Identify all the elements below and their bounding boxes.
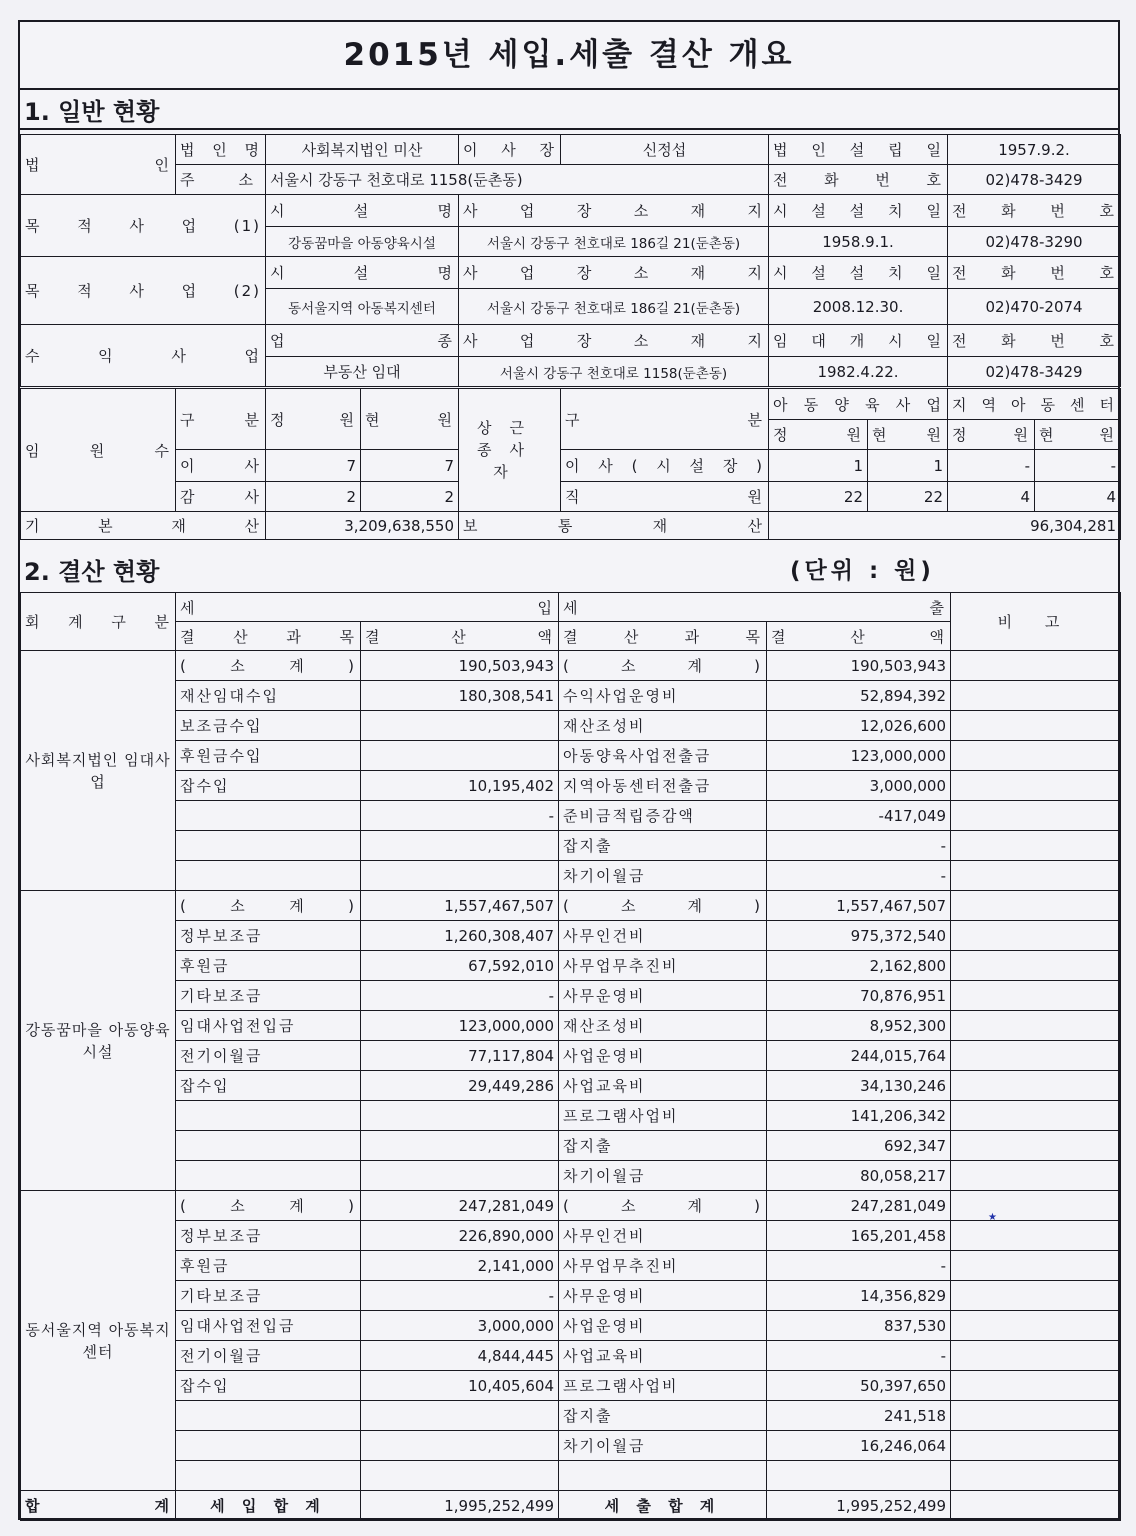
staff-row-b-quota: -	[948, 450, 1035, 482]
note-cell	[951, 1281, 1121, 1311]
expense-item: 사업교육비	[559, 1071, 767, 1101]
expense-item: 사무업무추진비	[559, 1251, 767, 1281]
document-frame	[18, 20, 1120, 1520]
revenue-item: 임대사업전입금	[176, 1011, 361, 1041]
settlement-row	[21, 681, 1121, 711]
settlement-row	[21, 951, 1121, 981]
settlement-row	[21, 741, 1121, 771]
settlement-row	[21, 651, 1121, 681]
revenue-item: 전기이월금	[176, 1041, 361, 1071]
revenue-item	[176, 1131, 361, 1161]
expense-item: 재산조성비	[559, 711, 767, 741]
expense-item: 수익사업운영비	[559, 681, 767, 711]
revenue-item: ( 소 계 )	[176, 891, 361, 921]
expense-item: 사무운영비	[559, 981, 767, 1011]
expense-item: 지역아동센터전출금	[559, 771, 767, 801]
normal-assets-label: 보 통 재 산	[459, 512, 769, 540]
staff-b-quota-header: 정 원	[948, 420, 1035, 450]
staff-row-a-quota: 22	[769, 482, 868, 512]
staff-row-b-quota: 4	[948, 482, 1035, 512]
phone-header-3: 전 화 번 호	[948, 325, 1121, 357]
revenue-item: 후원금수입	[176, 741, 361, 771]
note-cell	[951, 981, 1121, 1011]
revenue-total-label: 세 입 합 계	[176, 1491, 361, 1521]
revenue-item: 잡수입	[176, 771, 361, 801]
note-cell	[951, 861, 1121, 891]
expense-amount: 70,876,951	[767, 981, 951, 1011]
expense-amount: 8,952,300	[767, 1011, 951, 1041]
settlement-row	[21, 1371, 1121, 1401]
general-status-table	[20, 134, 1121, 387]
revenue-item: 후원금	[176, 1251, 361, 1281]
industry-header: 업 종	[266, 325, 459, 357]
expense-item: ( 소 계 )	[559, 651, 767, 681]
revenue-amount: -	[361, 801, 559, 831]
profit-label: 수 익 사 업	[21, 325, 266, 387]
corp-phone-label: 전 화 번 호	[769, 165, 948, 195]
expense-amount: -	[767, 1341, 951, 1371]
purpose2-date: 2008.12.30.	[769, 289, 948, 325]
settlement-row	[21, 831, 1121, 861]
note-cell	[951, 711, 1121, 741]
expense-amount: -	[767, 861, 951, 891]
note-cell	[951, 651, 1121, 681]
officer-row-quota: 2	[266, 482, 361, 512]
expense-item: 사무인건비	[559, 921, 767, 951]
officers-current-header: 현 원	[361, 389, 459, 450]
note-cell	[951, 1311, 1121, 1341]
revenue-amount: 77,117,804	[361, 1041, 559, 1071]
expense-total: 1,995,252,499	[767, 1491, 951, 1521]
expense-amount-header: 결 산 액	[767, 622, 951, 651]
revenue-total: 1,995,252,499	[361, 1491, 559, 1521]
revenue-amount: 123,000,000	[361, 1011, 559, 1041]
staff-row-b-current: -	[1035, 450, 1121, 482]
revenue-amount	[361, 1131, 559, 1161]
expense-amount: 165,201,458	[767, 1221, 951, 1251]
section-1-heading: 1. 일반 현황	[24, 98, 160, 126]
revenue-amount: 180,308,541	[361, 681, 559, 711]
revenue-amount: 67,592,010	[361, 951, 559, 981]
settlement-row	[21, 981, 1121, 1011]
note-cell	[951, 681, 1121, 711]
staff-row-a-current: 22	[868, 482, 948, 512]
profit-site: 서울시 강동구 천호대로 1158(둔촌동)	[459, 357, 769, 387]
expense-total-label: 세 출 합 계	[559, 1491, 767, 1521]
settlement-row	[21, 1191, 1121, 1221]
note-cell	[951, 1041, 1121, 1071]
revenue-amount: -	[361, 1281, 559, 1311]
settlement-row	[21, 861, 1121, 891]
settlement-row	[21, 1041, 1121, 1071]
account-type-header: 회 계 구 분	[21, 593, 176, 651]
officers-gubun: 구 분	[176, 389, 266, 450]
officer-row-current: 7	[361, 450, 459, 482]
phone-header-2: 전 화 번 호	[948, 257, 1121, 289]
purpose1-label: 목 적 사 업 (1)	[21, 195, 266, 257]
expense-item: ( 소 계 )	[559, 1191, 767, 1221]
expense-amount	[767, 1461, 951, 1491]
note-cell	[951, 741, 1121, 771]
revenue-item: 기타보조금	[176, 1281, 361, 1311]
note-cell	[951, 1071, 1121, 1101]
revenue-amount	[361, 1161, 559, 1191]
revenue-item	[176, 1461, 361, 1491]
note-cell	[951, 951, 1121, 981]
revenue-amount	[361, 1101, 559, 1131]
settlement-row	[21, 1161, 1121, 1191]
note-cell	[951, 891, 1121, 921]
revenue-item: ( 소 계 )	[176, 651, 361, 681]
expense-item: 사업교육비	[559, 1341, 767, 1371]
note-cell	[951, 1431, 1121, 1461]
purpose1-site: 서울시 강동구 천호대로 186길 21(둔촌동)	[459, 227, 769, 257]
expense-item: 준비금적립증감액	[559, 801, 767, 831]
revenue-amount: 247,281,049	[361, 1191, 559, 1221]
note-cell	[951, 1161, 1121, 1191]
total-label: 합 계	[21, 1491, 176, 1521]
officers-quota-header: 정 원	[266, 389, 361, 450]
note-cell	[951, 1401, 1121, 1431]
profit-date: 1982.4.22.	[769, 357, 948, 387]
staff-row-name: 직 원	[561, 482, 769, 512]
revenue-item	[176, 1161, 361, 1191]
revenue-item: 재산임대수입	[176, 681, 361, 711]
staff-a-quota-header: 정 원	[769, 420, 868, 450]
settlement-row	[21, 1221, 1121, 1251]
revenue-amount: 4,844,445	[361, 1341, 559, 1371]
settlement-table	[20, 592, 1121, 1521]
staff-gubun: 구 분	[561, 389, 769, 450]
settlement-row	[21, 1341, 1121, 1371]
expense-item: 잡지출	[559, 831, 767, 861]
expense-amount: 80,058,217	[767, 1161, 951, 1191]
expense-item: 사무업무추진비	[559, 951, 767, 981]
note-cell	[951, 1131, 1121, 1161]
revenue-item	[176, 1401, 361, 1431]
settlement-row	[21, 891, 1121, 921]
settlement-row	[21, 1011, 1121, 1041]
account-group-label: 동서울지역 아동복지센터	[21, 1191, 176, 1491]
expense-amount: 975,372,540	[767, 921, 951, 951]
revenue-amount: 190,503,943	[361, 651, 559, 681]
expense-item: 잡지출	[559, 1131, 767, 1161]
settlement-row	[21, 1251, 1121, 1281]
revenue-amount: 10,405,604	[361, 1371, 559, 1401]
site-header-3: 사 업 장 소 재 지	[459, 325, 769, 357]
expense-item: 차기이월금	[559, 1431, 767, 1461]
expense-amount: 141,206,342	[767, 1101, 951, 1131]
section-2-heading: 2. 결산 현황	[24, 558, 160, 586]
expense-amount: 50,397,650	[767, 1371, 951, 1401]
expense-item-header: 결 산 과 목	[559, 622, 767, 651]
install-date-header-1: 시 설 설 치 일	[769, 195, 948, 227]
officer-row-name: 감 사	[176, 482, 266, 512]
revenue-item: 후원금	[176, 951, 361, 981]
revenue-amount-header: 결 산 액	[361, 622, 559, 651]
basic-assets-label: 기 본 재 산	[21, 512, 266, 540]
expense-item	[559, 1461, 767, 1491]
corp-phone: 02)478-3429	[948, 165, 1121, 195]
revenue-amount	[361, 1431, 559, 1461]
revenue-amount	[361, 861, 559, 891]
settlement-row	[21, 1071, 1121, 1101]
note-cell	[951, 1341, 1121, 1371]
expense-amount: 2,162,800	[767, 951, 951, 981]
note-cell	[951, 801, 1121, 831]
revenue-item	[176, 831, 361, 861]
settlement-row	[21, 1311, 1121, 1341]
expense-item: 사업운영비	[559, 1041, 767, 1071]
expense-item: 프로그램사업비	[559, 1371, 767, 1401]
staff-b-current-header: 현 원	[1035, 420, 1121, 450]
expense-amount: -417,049	[767, 801, 951, 831]
staff-row-name: 이 사 ( 시 설 장 )	[561, 450, 769, 482]
revenue-amount	[361, 711, 559, 741]
settlement-row	[21, 1461, 1121, 1491]
expense-amount: 244,015,764	[767, 1041, 951, 1071]
account-group-label: 강동꿈마을 아동양육시설	[21, 891, 176, 1191]
chair-label: 이 사 장	[459, 135, 561, 165]
note-cell	[951, 1461, 1121, 1491]
expense-amount: 190,503,943	[767, 651, 951, 681]
note-cell	[951, 1011, 1121, 1041]
staff-col1-header: 아 동 양 육 사 업	[769, 389, 948, 420]
facility-header-2: 시 설 명	[266, 257, 459, 289]
revenue-amount	[361, 1461, 559, 1491]
expense-amount: 12,026,600	[767, 711, 951, 741]
expense-amount: 241,518	[767, 1401, 951, 1431]
expense-amount: 3,000,000	[767, 771, 951, 801]
revenue-item: 보조금수입	[176, 711, 361, 741]
unit-label: (단위 : 원)	[790, 558, 935, 584]
total-row	[21, 1491, 1121, 1521]
purpose2-phone: 02)470-2074	[948, 289, 1121, 325]
settlement-row	[21, 1431, 1121, 1461]
settlement-row	[21, 921, 1121, 951]
staff-row-a-current: 1	[868, 450, 948, 482]
staff-col2-header: 지 역 아 동 센 터	[948, 389, 1121, 420]
install-date-header-2: 시 설 설 치 일	[769, 257, 948, 289]
corp-name-label: 법 인 명	[176, 135, 266, 165]
expense-item: 아동양육사업전출금	[559, 741, 767, 771]
expense-header: 세 출	[559, 593, 951, 622]
profit-phone: 02)478-3429	[948, 357, 1121, 387]
settlement-row	[21, 801, 1121, 831]
purpose2-facility: 동서울지역 아동복지센터	[266, 289, 459, 325]
revenue-item-header: 결 산 과 목	[176, 622, 361, 651]
expense-amount: -	[767, 831, 951, 861]
note-cell	[951, 1371, 1121, 1401]
officer-row-quota: 7	[266, 450, 361, 482]
note-cell	[951, 1191, 1121, 1221]
expense-amount: 123,000,000	[767, 741, 951, 771]
expense-amount: 16,246,064	[767, 1431, 951, 1461]
lease-start-header: 임 대 개 시 일	[769, 325, 948, 357]
revenue-item: 임대사업전입금	[176, 1311, 361, 1341]
purpose2-label: 목 적 사 업 (2)	[21, 257, 266, 325]
expense-item: 프로그램사업비	[559, 1101, 767, 1131]
addr-label: 주 소	[176, 165, 266, 195]
revenue-amount: 10,195,402	[361, 771, 559, 801]
basic-assets-value: 3,209,638,550	[266, 512, 459, 540]
staff-label: 상근 종사자	[459, 389, 561, 512]
expense-item: 잡지출	[559, 1401, 767, 1431]
settlement-row	[21, 771, 1121, 801]
revenue-item: ( 소 계 )	[176, 1191, 361, 1221]
expense-amount: -	[767, 1251, 951, 1281]
note-cell	[951, 1491, 1121, 1521]
purpose1-phone: 02)478-3290	[948, 227, 1121, 257]
revenue-header: 세 입	[176, 593, 559, 622]
officers-label: 임 원 수	[21, 389, 176, 512]
note-cell	[951, 1221, 1121, 1251]
note-cell	[951, 1251, 1121, 1281]
corp-label: 법 인	[21, 135, 176, 195]
expense-item: ( 소 계 )	[559, 891, 767, 921]
expense-amount: 837,530	[767, 1311, 951, 1341]
expense-amount: 692,347	[767, 1131, 951, 1161]
expense-item: 재산조성비	[559, 1011, 767, 1041]
founded-label: 법 인 설 립 일	[769, 135, 948, 165]
expense-amount: 1,557,467,507	[767, 891, 951, 921]
settlement-row	[21, 1101, 1121, 1131]
revenue-amount: -	[361, 981, 559, 1011]
purpose2-site: 서울시 강동구 천호대로 186길 21(둔촌동)	[459, 289, 769, 325]
normal-assets-value: 96,304,281	[769, 512, 1121, 540]
account-group-label: 사회복지법인 임대사업	[21, 651, 176, 891]
expense-item: 차기이월금	[559, 861, 767, 891]
note-cell	[951, 831, 1121, 861]
settlement-row	[21, 1281, 1121, 1311]
revenue-item: 정부보조금	[176, 921, 361, 951]
expense-amount: 247,281,049	[767, 1191, 951, 1221]
revenue-amount	[361, 741, 559, 771]
note-cell	[951, 921, 1121, 951]
expense-amount: 52,894,392	[767, 681, 951, 711]
revenue-amount: 3,000,000	[361, 1311, 559, 1341]
expense-item: 사무인건비	[559, 1221, 767, 1251]
site-header-1: 사 업 장 소 재 지	[459, 195, 769, 227]
settlement-row	[21, 711, 1121, 741]
revenue-amount: 29,449,286	[361, 1071, 559, 1101]
officer-row-name: 이 사	[176, 450, 266, 482]
page-title: 2015년 세입.세출 결산 개요	[20, 22, 1118, 90]
revenue-item	[176, 1431, 361, 1461]
chair-name: 신정섭	[561, 135, 769, 165]
revenue-amount	[361, 1401, 559, 1431]
purpose1-date: 1958.9.1.	[769, 227, 948, 257]
revenue-item: 전기이월금	[176, 1341, 361, 1371]
revenue-item	[176, 861, 361, 891]
purpose1-facility: 강동꿈마을 아동양육시설	[266, 227, 459, 257]
ink-mark-icon: ★	[988, 1212, 997, 1223]
settlement-row	[21, 1131, 1121, 1161]
revenue-item: 기타보조금	[176, 981, 361, 1011]
corp-name: 사회복지법인 미산	[266, 135, 459, 165]
officers-staff-table	[20, 388, 1121, 540]
revenue-item: 잡수입	[176, 1071, 361, 1101]
phone-header-1: 전 화 번 호	[948, 195, 1121, 227]
revenue-item: 정부보조금	[176, 1221, 361, 1251]
staff-a-current-header: 현 원	[868, 420, 948, 450]
site-header-2: 사 업 장 소 재 지	[459, 257, 769, 289]
facility-header-1: 시 설 명	[266, 195, 459, 227]
note-cell	[951, 771, 1121, 801]
officer-row-current: 2	[361, 482, 459, 512]
founded-date: 1957.9.2.	[948, 135, 1121, 165]
staff-row-a-quota: 1	[769, 450, 868, 482]
note-cell	[951, 1101, 1121, 1131]
revenue-amount: 1,557,467,507	[361, 891, 559, 921]
expense-item: 사무운영비	[559, 1281, 767, 1311]
profit-industry: 부동산 임대	[266, 357, 459, 387]
revenue-amount	[361, 831, 559, 861]
settlement-row	[21, 1401, 1121, 1431]
revenue-item: 잡수입	[176, 1371, 361, 1401]
expense-amount: 14,356,829	[767, 1281, 951, 1311]
expense-item: 사업운영비	[559, 1311, 767, 1341]
staff-row-b-current: 4	[1035, 482, 1121, 512]
expense-amount: 34,130,246	[767, 1071, 951, 1101]
revenue-amount: 2,141,000	[361, 1251, 559, 1281]
corp-address: 서울시 강동구 천호대로 1158(둔촌동)	[266, 165, 769, 195]
revenue-amount: 226,890,000	[361, 1221, 559, 1251]
expense-item: 차기이월금	[559, 1161, 767, 1191]
revenue-amount: 1,260,308,407	[361, 921, 559, 951]
revenue-item	[176, 801, 361, 831]
revenue-item	[176, 1101, 361, 1131]
note-header: 비 고	[951, 593, 1121, 651]
